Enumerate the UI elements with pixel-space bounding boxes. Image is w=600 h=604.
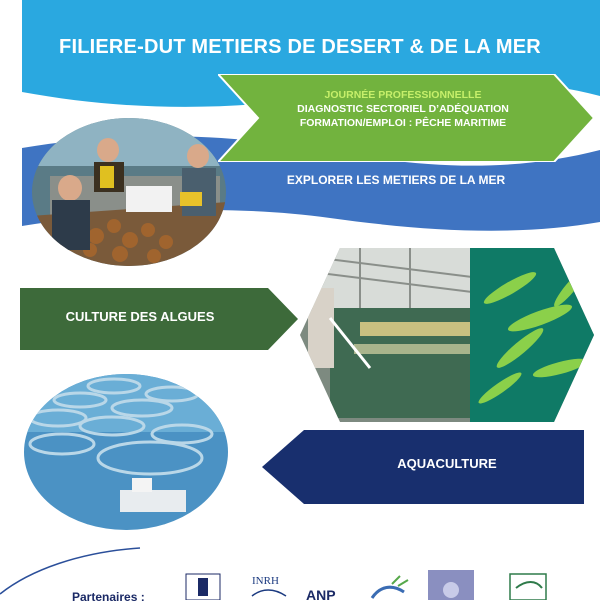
aquaculture-label: AQUACULTURE <box>397 456 497 471</box>
partner-logo-anp <box>306 587 336 600</box>
fishermen-photo <box>30 116 228 268</box>
partner-logo-1 <box>186 574 220 600</box>
partner-logo-6 <box>510 574 546 600</box>
algae-label: CULTURE DES ALGUES <box>65 309 215 324</box>
journee-text <box>268 88 538 130</box>
anp-logo-text: ANP <box>306 587 336 600</box>
partner-logo-4 <box>372 576 408 598</box>
explore-label: EXPLORER LES METIERS DE LA MER <box>286 173 506 187</box>
journee-line3: FORMATION/EMPLOI : PÊCHE MARITIME <box>299 117 507 129</box>
inrh-logo-text: INRH <box>252 575 279 587</box>
fish-cages-photo <box>22 372 230 532</box>
partner-logo-inrh <box>252 575 286 596</box>
partners-label: Partenaires : <box>72 590 145 604</box>
journee-line2: DIAGNOSTIC SECTORIEL D’ADÉQUATION <box>297 103 509 115</box>
page-title: FILIERE-DUT METIERS DE DESERT & DE LA MER <box>59 36 541 58</box>
partner-logo-5 <box>428 570 474 600</box>
algae-culture-photo <box>300 248 594 422</box>
journee-line1: JOURNÉE PROFESSIONNELLE <box>324 89 482 101</box>
footer-swoosh <box>0 548 140 594</box>
